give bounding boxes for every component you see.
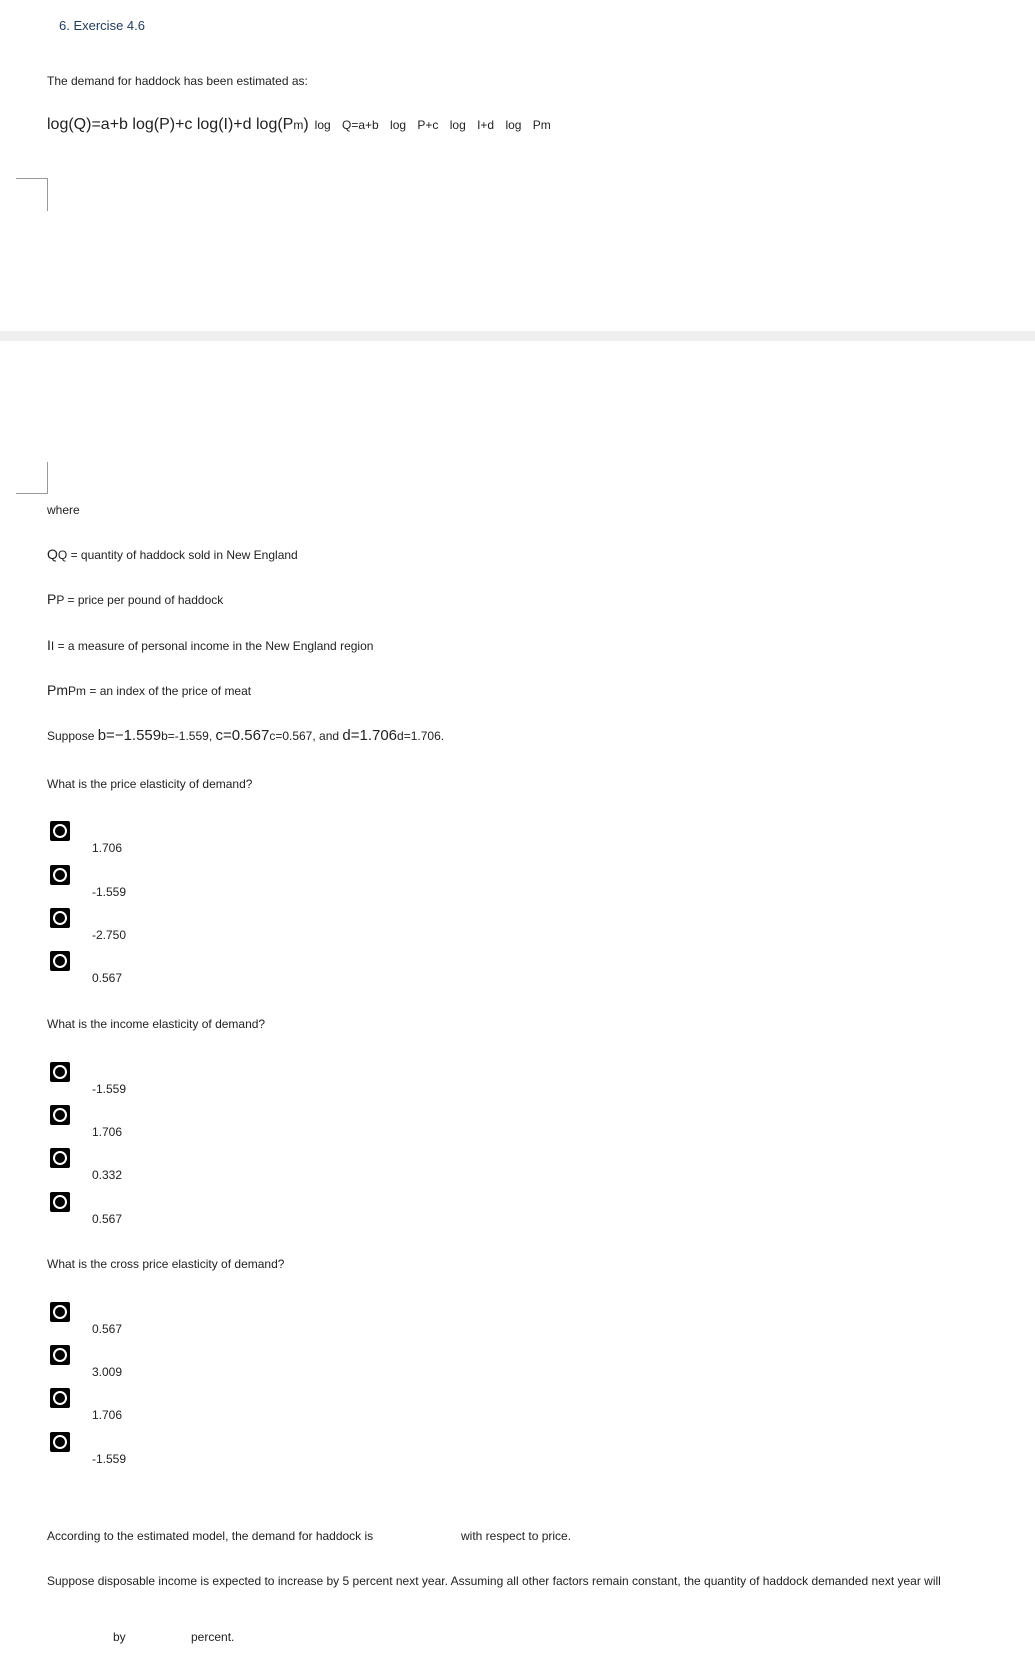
demand-formula: [47, 116, 551, 134]
suppose-coefficients: Suppose b=−1.559b=-1.559, c=0.567c=0.567, and d=1.706d=1.706.: [47, 727, 445, 744]
radio-option[interactable]: [50, 1345, 70, 1365]
radio-option[interactable]: [50, 1148, 70, 1168]
formula-part-a: log(Q)=a+b log(P)+c log(I)+d log(P: [47, 116, 294, 133]
radio-option[interactable]: [50, 865, 70, 885]
option-label: 0.567: [92, 971, 123, 985]
option-label: -1.559: [92, 885, 127, 899]
where-label: where: [47, 503, 80, 517]
option-label: -2.750: [92, 928, 127, 942]
radio-option[interactable]: [50, 951, 70, 971]
formula-part-b: ): [303, 116, 309, 133]
option-label: 0.332: [92, 1168, 123, 1182]
intro-text: The demand for haddock has been estimated as:: [47, 74, 308, 88]
percent-change-input[interactable]: [128, 1624, 188, 1646]
statement-demand-before: According to the estimated model, the demand for haddock is: [47, 1529, 374, 1543]
radio-option[interactable]: [50, 1388, 70, 1408]
divider-band: [0, 331, 1035, 341]
graph-frame-bottom: [16, 462, 48, 494]
percent-label: percent.: [191, 1630, 235, 1644]
radio-option[interactable]: [50, 1062, 70, 1082]
formula-mathml-text: log Q=a+b log P+c log I+d log Pm: [314, 118, 551, 132]
option-label: 1.706: [92, 841, 123, 855]
radio-option[interactable]: [50, 1432, 70, 1452]
definition-p: PP = price per pound of haddock: [47, 591, 224, 607]
option-label: 3.009: [92, 1365, 123, 1379]
question-price-elasticity: What is the price elasticity of demand?: [47, 777, 253, 791]
graph-frame-top: [16, 178, 48, 211]
option-label: 1.706: [92, 1408, 123, 1422]
radio-option[interactable]: [50, 1105, 70, 1125]
option-label: -1.559: [92, 1452, 127, 1466]
definition-pm: PmPm = an index of the price of meat: [47, 682, 252, 698]
option-label: 0.567: [92, 1322, 123, 1336]
radio-option[interactable]: [50, 821, 70, 841]
radio-option[interactable]: [50, 908, 70, 928]
radio-option[interactable]: [50, 1192, 70, 1212]
by-label: by: [113, 1630, 126, 1644]
exercise-title: 6. Exercise 4.6: [59, 18, 145, 33]
statement-demand-after: with respect to price.: [461, 1529, 572, 1543]
question-income-elasticity: What is the income elasticity of demand?: [47, 1017, 266, 1031]
demand-elasticity-dropdown[interactable]: [405, 1522, 455, 1544]
quantity-direction-dropdown[interactable]: [47, 1624, 107, 1646]
option-label: 0.567: [92, 1212, 123, 1226]
statement-income-change: Suppose disposable income is expected to increase by 5 percent next year. Assuming all other factors remain constant, the quantity of haddock demanded next year will: [47, 1574, 941, 1588]
definition-q: QQ = quantity of haddock sold in New England: [47, 546, 298, 562]
definition-i: II = a measure of personal income in the New England region: [47, 637, 374, 653]
formula-subscript: m: [293, 118, 304, 132]
option-label: 1.706: [92, 1125, 123, 1139]
question-cross-price-elasticity: What is the cross price elasticity of demand?: [47, 1257, 285, 1271]
radio-option[interactable]: [50, 1302, 70, 1322]
option-label: -1.559: [92, 1082, 127, 1096]
